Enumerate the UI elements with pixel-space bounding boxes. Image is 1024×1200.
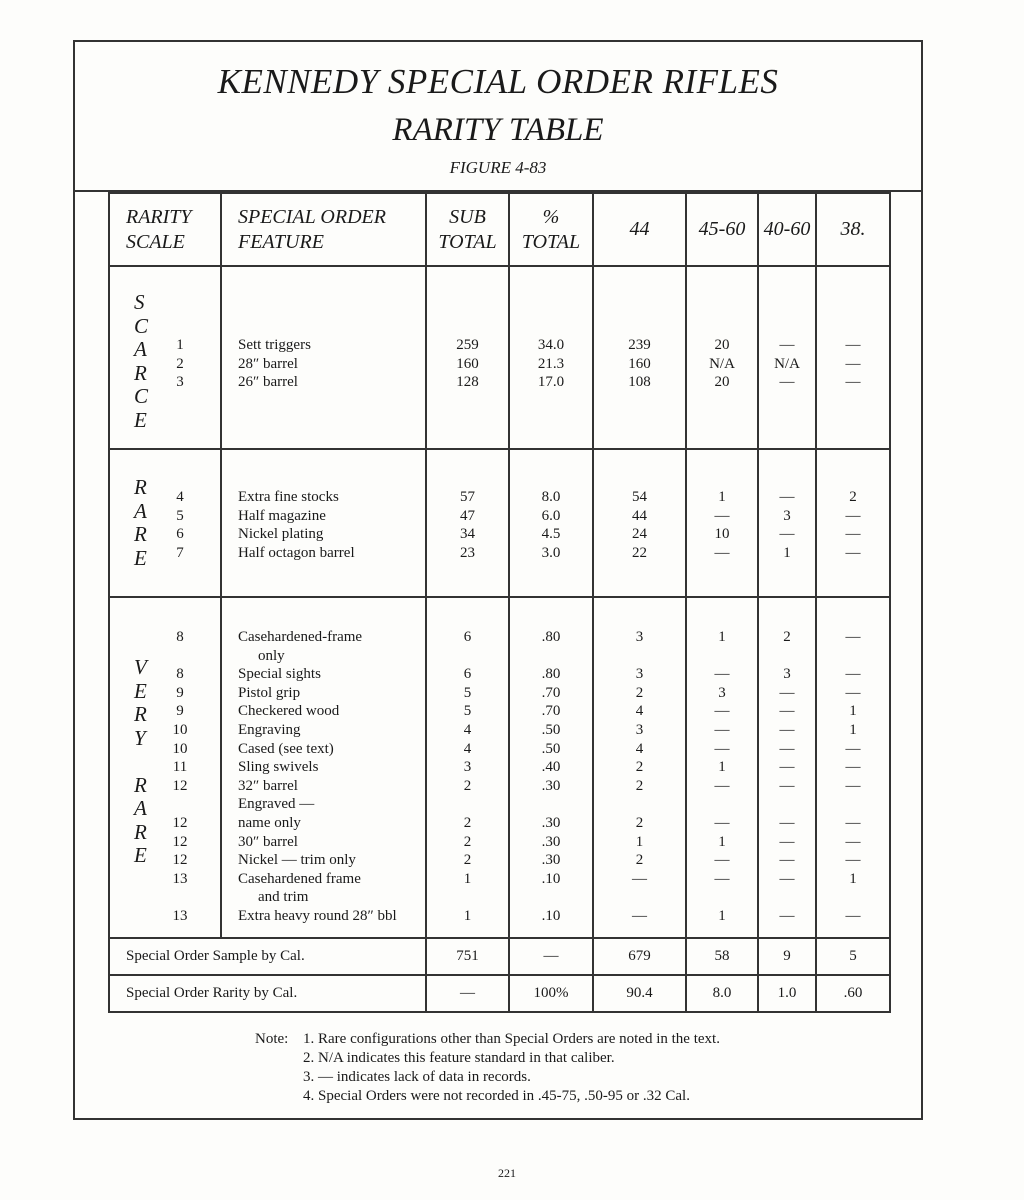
- value-c4560: 20: [714, 337, 730, 353]
- totals-c4060: 9: [758, 938, 816, 975]
- value-c38: —: [845, 759, 861, 776]
- value-c4060: —: [779, 852, 795, 869]
- c44-cell: [593, 597, 686, 938]
- header-line: %: [542, 205, 560, 228]
- totals-c4560: 58: [686, 938, 758, 975]
- rank-number: [170, 888, 190, 907]
- feature-name: Sett triggers: [238, 337, 311, 353]
- value-c44: 54: [632, 489, 647, 505]
- feature-name: Pistol grip: [238, 684, 301, 701]
- value-c38: —: [845, 629, 861, 645]
- feature-name: Special sights: [238, 666, 321, 683]
- value-pct: .10: [541, 870, 561, 887]
- rank-number: 10: [172, 721, 188, 738]
- value-pct: [510, 888, 592, 907]
- value-c4060: —: [779, 759, 795, 776]
- value-c38: —: [845, 526, 861, 543]
- title-box: [73, 40, 923, 192]
- header-feature: [221, 193, 426, 266]
- value-pct: .10: [541, 907, 561, 924]
- feature-name: only: [258, 647, 285, 664]
- value-c44: 3: [635, 629, 644, 645]
- rank-numbers: [170, 336, 190, 392]
- value-c38: 2: [849, 489, 857, 505]
- totals-label: Special Order Rarity by Cal.: [109, 975, 426, 1012]
- feature-name: Extra heavy round 28″ bbl: [238, 907, 397, 924]
- value-c44: 1: [635, 833, 644, 850]
- value-sub: 5: [463, 684, 472, 701]
- value-c4560: —: [714, 666, 730, 683]
- value-sub: 3: [463, 759, 472, 776]
- totals-sub: —: [426, 975, 509, 1012]
- rarity-scale-cell: [109, 266, 221, 449]
- value-sub: 2: [463, 833, 472, 850]
- rarity-table: [108, 192, 891, 1013]
- value-c44: 44: [632, 507, 647, 524]
- value-c44: 2: [635, 777, 644, 794]
- feature-name: Nickel — trim only: [238, 852, 356, 869]
- feature-name: Checkered wood: [238, 703, 340, 720]
- sub-cell: [426, 266, 509, 449]
- value-c44: —: [632, 870, 647, 887]
- rarity-letter: C: [134, 384, 149, 408]
- value-c38: [817, 795, 889, 814]
- rank-number: 2: [176, 355, 184, 372]
- c38-cell: [816, 449, 890, 597]
- totals-c38: .60: [816, 975, 890, 1012]
- c4560-cell: [686, 266, 758, 449]
- value-sub: 47: [460, 507, 475, 524]
- c4560-cell: [686, 597, 758, 938]
- feature-name: Nickel plating: [238, 526, 324, 543]
- value-pct: [510, 795, 592, 814]
- value-c44: 24: [632, 526, 647, 543]
- value-pct: 34.0: [537, 337, 565, 353]
- value-c4560: —: [714, 544, 730, 561]
- feature-name: 32″ barrel: [238, 777, 298, 794]
- rarity-letter: R: [134, 360, 147, 385]
- value-c38: —: [845, 507, 861, 524]
- rarity-letter: A: [134, 796, 147, 820]
- value-c44: 4: [635, 740, 644, 757]
- value-pct: .40: [541, 759, 561, 776]
- value-sub: 23: [460, 544, 475, 561]
- totals-row: [109, 938, 890, 975]
- value-c4560: 1: [718, 833, 726, 850]
- value-c44: 2: [635, 684, 644, 701]
- note-item: 4. Special Orders were not recorded in .45-75, .50-95 or .32 Cal.: [303, 1088, 690, 1104]
- pct-cell: [509, 266, 593, 449]
- rank-number: 13: [172, 870, 188, 887]
- rank-number: 13: [172, 907, 188, 924]
- feature-name: Casehardened-frame: [238, 629, 363, 645]
- value-c44: 108: [628, 374, 651, 391]
- value-c44: 2: [635, 814, 644, 831]
- feature-name: 26″ barrel: [238, 374, 298, 391]
- header-pct-total: [509, 193, 593, 266]
- rarity-letters: [134, 291, 148, 432]
- feature-name: Casehardened frame: [238, 870, 361, 887]
- value-c4060: 3: [783, 666, 791, 683]
- value-c4060: —: [779, 489, 795, 505]
- value-c38: —: [845, 852, 861, 869]
- value-c38: 1: [849, 721, 857, 738]
- value-c4560: N/A: [709, 355, 735, 372]
- value-c4060: —: [779, 684, 795, 701]
- value-c4560: —: [714, 740, 730, 757]
- value-sub: 34: [460, 526, 475, 543]
- value-sub: 2: [463, 852, 472, 869]
- value-c4060: —: [779, 814, 795, 831]
- value-c4060: 1: [783, 544, 791, 561]
- value-c38: [817, 647, 889, 666]
- value-sub: 57: [460, 489, 475, 505]
- value-c4560: 20: [714, 374, 730, 391]
- sub-cell: [426, 449, 509, 597]
- feature-name: name only: [238, 814, 301, 831]
- rarity-letters: [134, 476, 147, 570]
- value-sub: 6: [463, 666, 472, 683]
- rank-number: 12: [172, 852, 188, 869]
- rarity-letter: R: [134, 819, 147, 844]
- note-item: 1. Rare configurations other than Special Orders are noted in the text.: [303, 1031, 720, 1047]
- figure-label: FIGURE 4-83: [449, 158, 547, 177]
- value-c4060: 2: [783, 629, 791, 645]
- feature-name: Engraved —: [238, 796, 315, 813]
- rank-numbers: [170, 628, 190, 926]
- value-c4060: —: [779, 703, 795, 720]
- value-c44: 160: [628, 355, 651, 372]
- totals-row: [109, 975, 890, 1012]
- value-c4060: —: [779, 740, 795, 757]
- rarity-letter: A: [134, 498, 147, 523]
- header-44: 44: [593, 193, 686, 266]
- value-pct: 17.0: [537, 374, 565, 391]
- rarity-letter: R: [134, 522, 147, 546]
- rarity-letter: S: [134, 290, 145, 314]
- value-c4060: —: [779, 374, 795, 391]
- sub-cell: [426, 597, 509, 938]
- value-sub: 5: [463, 703, 472, 720]
- header-40-60: 40-60: [758, 193, 816, 266]
- value-sub: 128: [456, 374, 479, 391]
- header-line: TOTAL: [438, 230, 497, 253]
- value-pct: 8.0: [541, 489, 561, 505]
- header-line: SUB: [449, 205, 486, 228]
- value-pct: [510, 647, 592, 666]
- value-sub: 4: [463, 721, 472, 738]
- totals-pct: —: [509, 938, 593, 975]
- value-c38: —: [845, 374, 861, 391]
- value-c44: [594, 888, 685, 907]
- header-rarity-scale: [109, 193, 221, 266]
- feature-cell: [221, 266, 426, 449]
- totals-c44: 679: [593, 938, 686, 975]
- rank-number: 9: [176, 684, 184, 701]
- note-item: 2. N/A indicates this feature standard in that caliber.: [303, 1050, 615, 1066]
- rank-number: 12: [172, 833, 188, 850]
- totals-sub: 751: [426, 938, 509, 975]
- rank-number: 11: [172, 759, 188, 776]
- c38-cell: [816, 266, 890, 449]
- value-c4060: —: [779, 337, 795, 353]
- feature-name: Engraving: [238, 721, 301, 738]
- pct-cell: [509, 597, 593, 938]
- totals-c4060: 1.0: [758, 975, 816, 1012]
- totals-label: Special Order Sample by Cal.: [109, 938, 426, 975]
- rarity-letter: R: [134, 475, 147, 499]
- rarity-letter: R: [134, 702, 147, 726]
- value-c4560: —: [714, 814, 730, 831]
- value-pct: .30: [541, 833, 561, 850]
- value-pct: .30: [541, 814, 561, 831]
- rank-number: 7: [176, 544, 184, 561]
- value-c44: —: [632, 907, 647, 924]
- c4060-cell: [758, 597, 816, 938]
- feature-cell: [221, 597, 426, 938]
- value-c4060: —: [779, 526, 795, 543]
- value-sub: 160: [456, 355, 479, 372]
- rank-number: 8: [176, 629, 184, 645]
- value-pct: .30: [541, 852, 561, 869]
- value-pct: .50: [541, 740, 561, 757]
- rarity-scale-cell: [109, 449, 221, 597]
- feature-name: 30″ barrel: [238, 833, 298, 850]
- rank-number: 12: [172, 814, 188, 831]
- value-sub: 6: [463, 629, 472, 645]
- value-c4060: —: [779, 833, 795, 850]
- value-sub: [427, 888, 508, 907]
- totals-pct: 100%: [509, 975, 593, 1012]
- value-pct: 6.0: [541, 507, 561, 524]
- c4560-cell: [686, 449, 758, 597]
- value-c44: 3: [635, 666, 644, 683]
- rarity-letter: Y: [134, 725, 146, 750]
- value-c44: 4: [635, 703, 644, 720]
- value-c4060: [759, 888, 815, 907]
- note-item: 3. — indicates lack of data in records.: [303, 1069, 531, 1085]
- rank-number: 5: [176, 507, 184, 524]
- value-sub: 4: [463, 740, 472, 757]
- feature-name: Half magazine: [238, 507, 326, 524]
- rarity-letter: [134, 750, 147, 774]
- header-row: [109, 193, 890, 266]
- feature-name: Extra fine stocks: [238, 489, 339, 505]
- header-line: RARITY: [126, 205, 192, 228]
- page-number: 221: [498, 1166, 516, 1180]
- value-c44: 3: [635, 721, 644, 738]
- feature-cell: [221, 449, 426, 597]
- value-c4060: —: [779, 777, 795, 794]
- value-c38: —: [845, 907, 861, 924]
- value-c44: 22: [632, 544, 647, 561]
- header-line: SPECIAL ORDER: [238, 205, 386, 228]
- rarity-scale-cell: [109, 597, 221, 938]
- value-sub: 2: [463, 777, 472, 794]
- value-c38: —: [845, 355, 861, 372]
- rarity-letter: R: [134, 772, 147, 797]
- rarity-letter: E: [134, 843, 147, 867]
- value-c4560: [687, 795, 757, 814]
- rarity-letter: A: [134, 337, 147, 361]
- value-sub: 2: [463, 814, 472, 831]
- value-c4560: —: [714, 721, 730, 738]
- rank-number: 6: [176, 526, 184, 543]
- value-pct: .30: [541, 777, 561, 794]
- value-c38: —: [845, 814, 861, 831]
- feature-name: Half octagon barrel: [238, 544, 355, 561]
- pct-cell: [509, 449, 593, 597]
- value-c4560: —: [714, 703, 730, 720]
- c44-cell: [593, 266, 686, 449]
- feature-name: Sling swivels: [238, 759, 319, 776]
- value-sub: 1: [463, 870, 472, 887]
- rank-number: [170, 795, 190, 814]
- value-sub: [427, 647, 508, 666]
- rank-number: 1: [176, 337, 184, 353]
- feature-name: 28″ barrel: [238, 355, 298, 372]
- value-c38: —: [845, 833, 861, 850]
- header-38: 38.: [816, 193, 890, 266]
- value-c44: 239: [628, 337, 651, 353]
- c44-cell: [593, 449, 686, 597]
- value-c38: —: [845, 777, 861, 794]
- notes: [255, 1030, 720, 1106]
- rarity-letters: [134, 656, 147, 868]
- feature-name: Cased (see text): [238, 740, 334, 757]
- header-line: FEATURE: [238, 230, 324, 253]
- group-row: [109, 449, 890, 597]
- rarity-letter: E: [134, 678, 147, 703]
- rank-number: 8: [176, 666, 184, 683]
- value-pct: .50: [541, 721, 561, 738]
- value-c44: 2: [635, 852, 644, 869]
- feature-name: and trim: [258, 889, 309, 906]
- value-c38: —: [845, 740, 861, 757]
- totals-c38: 5: [816, 938, 890, 975]
- header-45-60: 45-60: [686, 193, 758, 266]
- value-c4560: 1: [718, 907, 726, 924]
- rarity-letter: E: [134, 545, 147, 570]
- rarity-letter: C: [134, 313, 149, 338]
- group-row: [109, 597, 890, 938]
- rank-number: [170, 647, 190, 666]
- value-c4560: 1: [718, 489, 726, 505]
- value-c38: 1: [849, 703, 857, 720]
- totals-c44: 90.4: [593, 975, 686, 1012]
- value-c4060: —: [779, 721, 795, 738]
- value-c4560: —: [714, 777, 730, 794]
- notes-label: Note:: [255, 1031, 289, 1047]
- value-c4560: 3: [718, 684, 726, 701]
- value-c4560: —: [714, 507, 730, 524]
- value-c38: —: [845, 684, 861, 701]
- value-c4560: 1: [718, 759, 726, 776]
- value-c4060: —: [779, 870, 795, 887]
- value-pct: .80: [541, 666, 561, 683]
- value-pct: .70: [541, 684, 561, 701]
- value-c38: —: [845, 337, 861, 353]
- value-pct: 21.3: [537, 355, 565, 372]
- value-c4560: 1: [718, 629, 726, 645]
- value-c4060: [759, 795, 815, 814]
- document-subtitle: RARITY TABLE: [392, 112, 604, 148]
- c4060-cell: [758, 266, 816, 449]
- value-pct: .80: [541, 629, 561, 645]
- value-sub: [427, 795, 508, 814]
- rank-number: 4: [176, 489, 184, 505]
- document-title: KENNEDY SPECIAL ORDER RIFLES: [217, 62, 779, 101]
- value-c4560: —: [714, 852, 730, 869]
- value-pct: 3.0: [541, 544, 561, 561]
- value-c4060: [759, 647, 815, 666]
- value-c38: —: [845, 666, 861, 683]
- value-sub: 259: [456, 337, 479, 353]
- rarity-letter: V: [134, 655, 147, 679]
- value-c38: —: [845, 544, 861, 561]
- header-subtotal: [426, 193, 509, 266]
- value-c44: 2: [635, 759, 644, 776]
- value-sub: 1: [463, 907, 472, 924]
- c4060-cell: [758, 449, 816, 597]
- header-line: SCALE: [126, 230, 185, 253]
- value-c4560: —: [714, 870, 730, 887]
- group-row: [109, 266, 890, 449]
- value-c44: [594, 795, 685, 814]
- rank-number: 3: [176, 374, 184, 391]
- totals-c4560: 8.0: [686, 975, 758, 1012]
- value-c4060: 3: [783, 507, 791, 524]
- value-c38: 1: [849, 870, 857, 887]
- rank-number: 10: [172, 740, 188, 757]
- value-pct: 4.5: [541, 526, 561, 543]
- rank-numbers: [170, 488, 190, 562]
- header-line: TOTAL: [521, 230, 581, 253]
- value-c4560: 10: [714, 526, 730, 543]
- value-c38: [817, 888, 889, 907]
- value-pct: .70: [541, 703, 561, 720]
- value-c4060: N/A: [774, 355, 800, 372]
- value-c4560: [687, 888, 757, 907]
- rarity-letter: E: [134, 407, 147, 432]
- c38-cell: [816, 597, 890, 938]
- value-c4060: —: [779, 907, 795, 924]
- rank-number: 12: [172, 777, 188, 794]
- value-c4560: [687, 647, 757, 666]
- rank-number: 9: [176, 703, 184, 720]
- value-c44: [594, 647, 685, 666]
